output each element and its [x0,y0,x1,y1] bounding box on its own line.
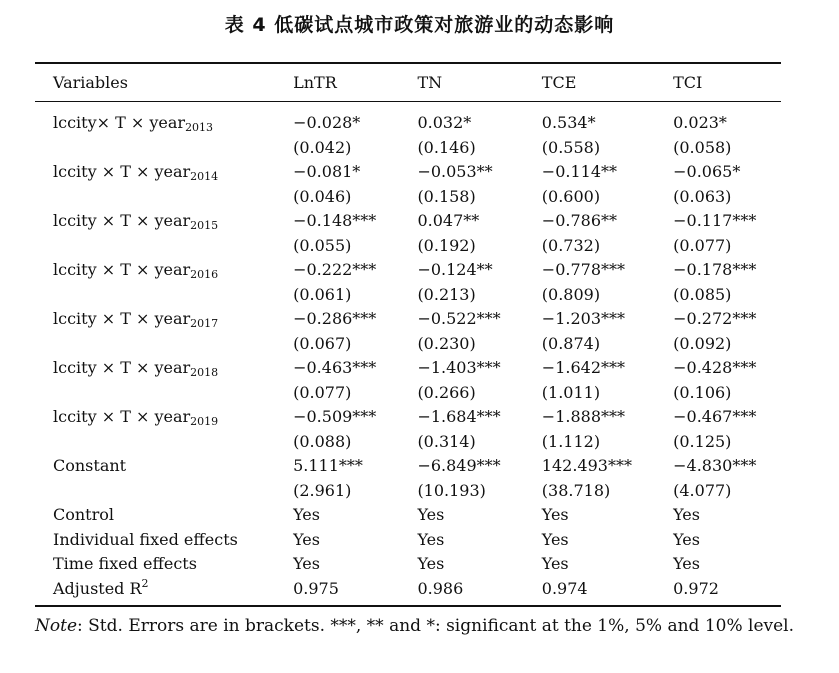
variable-name: lccity × T × year [53,407,191,426]
se-cell: (0.192) [417,235,476,255]
se-cell: (0.600) [541,186,601,206]
se-cell: (0.125) [673,431,732,451]
year-subscript: 2016 [190,268,219,281]
footer-label-text: Control [53,505,115,524]
se-row [35,332,781,357]
year-subscript: 2014 [190,170,219,183]
table-body [35,102,781,607]
coef-row [35,102,781,136]
se-cell: (0.088) [293,431,352,451]
coef-row [35,258,781,283]
header-lntr: LnTR [293,63,417,102]
footer-value: 0.972 [673,577,781,607]
coef-row [35,356,781,381]
footer-value: Yes [417,505,445,524]
se-cell: (0.106) [673,382,732,402]
footer-row [35,577,781,607]
coef-cell: −0.272*** [673,309,757,328]
variable-label [35,454,293,479]
se-cell: (0.046) [293,186,352,206]
se-cell: (0.314) [417,431,476,451]
table-title: 表 4 低碳试点城市政策对旅游业的动态影响 [224,14,615,36]
variable-label [35,258,293,283]
footer-value: 0.986 [417,577,541,607]
year-subscript: 2018 [190,366,219,379]
empty-cell [35,430,293,455]
se-cell: (0.061) [293,284,352,304]
header-variables: Variables [35,63,293,102]
note-text: : Std. Errors are in brackets. ***, ** and *: significant at the 1%, 5% and 10% level. [77,616,795,636]
footer-value: Yes [293,529,320,549]
coef-cell: −0.778*** [541,260,625,279]
note-label: Note [35,616,78,636]
coef-row [35,160,781,185]
coef-row [35,209,781,234]
regression-table-container [35,62,781,607]
footer-value: Yes [673,554,700,573]
empty-cell [35,381,293,406]
se-cell: (0.558) [541,137,601,157]
se-row [35,234,781,259]
footer-label-text: Adjusted R [53,578,142,598]
coef-cell: −0.463*** [293,358,377,377]
year-subscript: 2019 [190,415,219,428]
empty-cell [35,479,293,504]
regression-table [35,62,781,607]
se-cell: (4.077) [673,480,732,500]
coef-cell: −1.888*** [541,407,625,426]
se-cell: (0.077) [293,382,352,402]
footer-value: Yes [417,529,445,549]
variable-label [35,356,293,381]
se-cell: (0.809) [541,284,601,304]
se-cell: (1.112) [541,431,601,451]
variable-label [35,209,293,234]
se-cell: (0.063) [673,186,732,206]
se-row [35,185,781,210]
se-cell: (0.266) [417,382,476,402]
footer-value: Yes [673,529,700,549]
se-cell: (0.230) [417,333,476,353]
variable-label [35,405,293,430]
coef-cell: −6.849*** [417,456,501,475]
coef-cell: −0.286*** [293,309,377,328]
variable-label [35,160,293,185]
footer-row [35,503,781,528]
variable-name: lccity × T × year [53,211,191,230]
coef-cell: −0.148*** [293,211,377,230]
se-cell: (38.718) [541,480,611,500]
se-cell: (0.058) [673,137,732,157]
se-row [35,381,781,406]
variable-label [35,102,293,136]
coef-cell: −0.081* [293,162,361,181]
coef-cell: −4.830*** [673,456,757,475]
footer-value: Yes [293,505,320,524]
se-cell: (2.961) [293,480,352,500]
variable-label [35,307,293,332]
header-tce: TCE [542,63,673,102]
empty-cell [35,136,293,161]
coef-cell: −0.114** [541,162,617,181]
variable-name: Constant [53,456,127,475]
year-subscript: 2013 [185,121,214,134]
coef-cell: −1.403*** [417,358,501,377]
footer-value: Yes [541,505,569,524]
footer-row [35,552,781,577]
se-cell: (0.092) [673,333,732,353]
se-cell: (10.193) [417,480,486,500]
empty-cell [35,283,293,308]
se-cell: (0.077) [673,235,732,255]
table-note [35,612,805,640]
coef-cell: 5.111*** [293,456,363,475]
coef-cell: −0.522*** [417,309,501,328]
header-tn: TN [417,63,541,102]
coef-cell: −1.203*** [541,309,625,328]
se-cell: (0.732) [541,235,601,255]
empty-cell [35,185,293,210]
se-cell: (1.011) [541,382,601,402]
coef-cell: −0.028* [293,113,361,132]
se-cell: (0.042) [293,137,352,157]
footer-value: Yes [293,554,320,573]
footer-value: Yes [673,505,700,524]
year-subscript: 2015 [190,219,219,232]
footer-value: Yes [541,529,569,549]
coef-cell: 0.032* [417,113,472,132]
coef-cell: 0.047** [417,211,480,230]
coef-cell: −1.642*** [541,358,625,377]
coef-cell: −0.467*** [673,407,757,426]
header-row [35,63,781,102]
footer-value: 0.974 [542,577,673,607]
coef-row [35,307,781,332]
se-cell: (0.067) [293,333,352,353]
coef-cell: −0.178*** [673,260,757,279]
variable-name: lccity × T × year [53,260,191,279]
footer-row [35,528,781,553]
se-cell: (0.874) [541,333,601,353]
coef-cell: −0.065* [673,162,741,181]
footer-label-text: Individual fixed effects [53,529,238,549]
se-row [35,430,781,455]
coef-cell: −0.222*** [293,260,377,279]
variable-name: lccity × T × year [53,162,191,181]
coef-cell: −0.053** [417,162,493,181]
footer-label-text: Time fixed effects [53,554,197,573]
se-row [35,479,781,504]
variable-name: lccity× T × year [53,113,186,132]
footer-value: Yes [541,554,569,573]
coef-cell: 0.023* [673,113,727,132]
coef-cell: −0.117*** [673,211,757,230]
coef-row [35,454,781,479]
variable-name: lccity × T × year [53,309,191,328]
footer-value: Yes [417,554,445,573]
se-cell: (0.146) [417,137,476,157]
coef-cell: −0.509*** [293,407,377,426]
se-cell: (0.085) [673,284,732,304]
header-tci: TCI [673,63,781,102]
empty-cell [35,332,293,357]
coef-row [35,405,781,430]
se-cell: (0.055) [293,235,352,255]
coef-cell: 142.493*** [541,456,632,475]
se-row [35,283,781,308]
table-header [35,63,781,102]
superscript: 2 [141,576,149,590]
footer-label [35,528,293,553]
se-cell: (0.158) [417,186,476,206]
empty-cell [35,234,293,259]
se-row [35,136,781,161]
footer-label [35,552,293,577]
year-subscript: 2017 [190,317,219,330]
footer-label [35,503,293,528]
coef-cell: −0.786** [541,211,617,230]
coef-cell: −0.428*** [673,358,757,377]
coef-cell: −1.684*** [417,407,501,426]
variable-name: lccity × T × year [53,358,191,377]
se-cell: (0.213) [417,284,476,304]
footer-label [35,577,293,607]
coef-cell: 0.534* [541,113,596,132]
footer-value: 0.975 [293,577,417,607]
coef-cell: −0.124** [417,260,493,279]
